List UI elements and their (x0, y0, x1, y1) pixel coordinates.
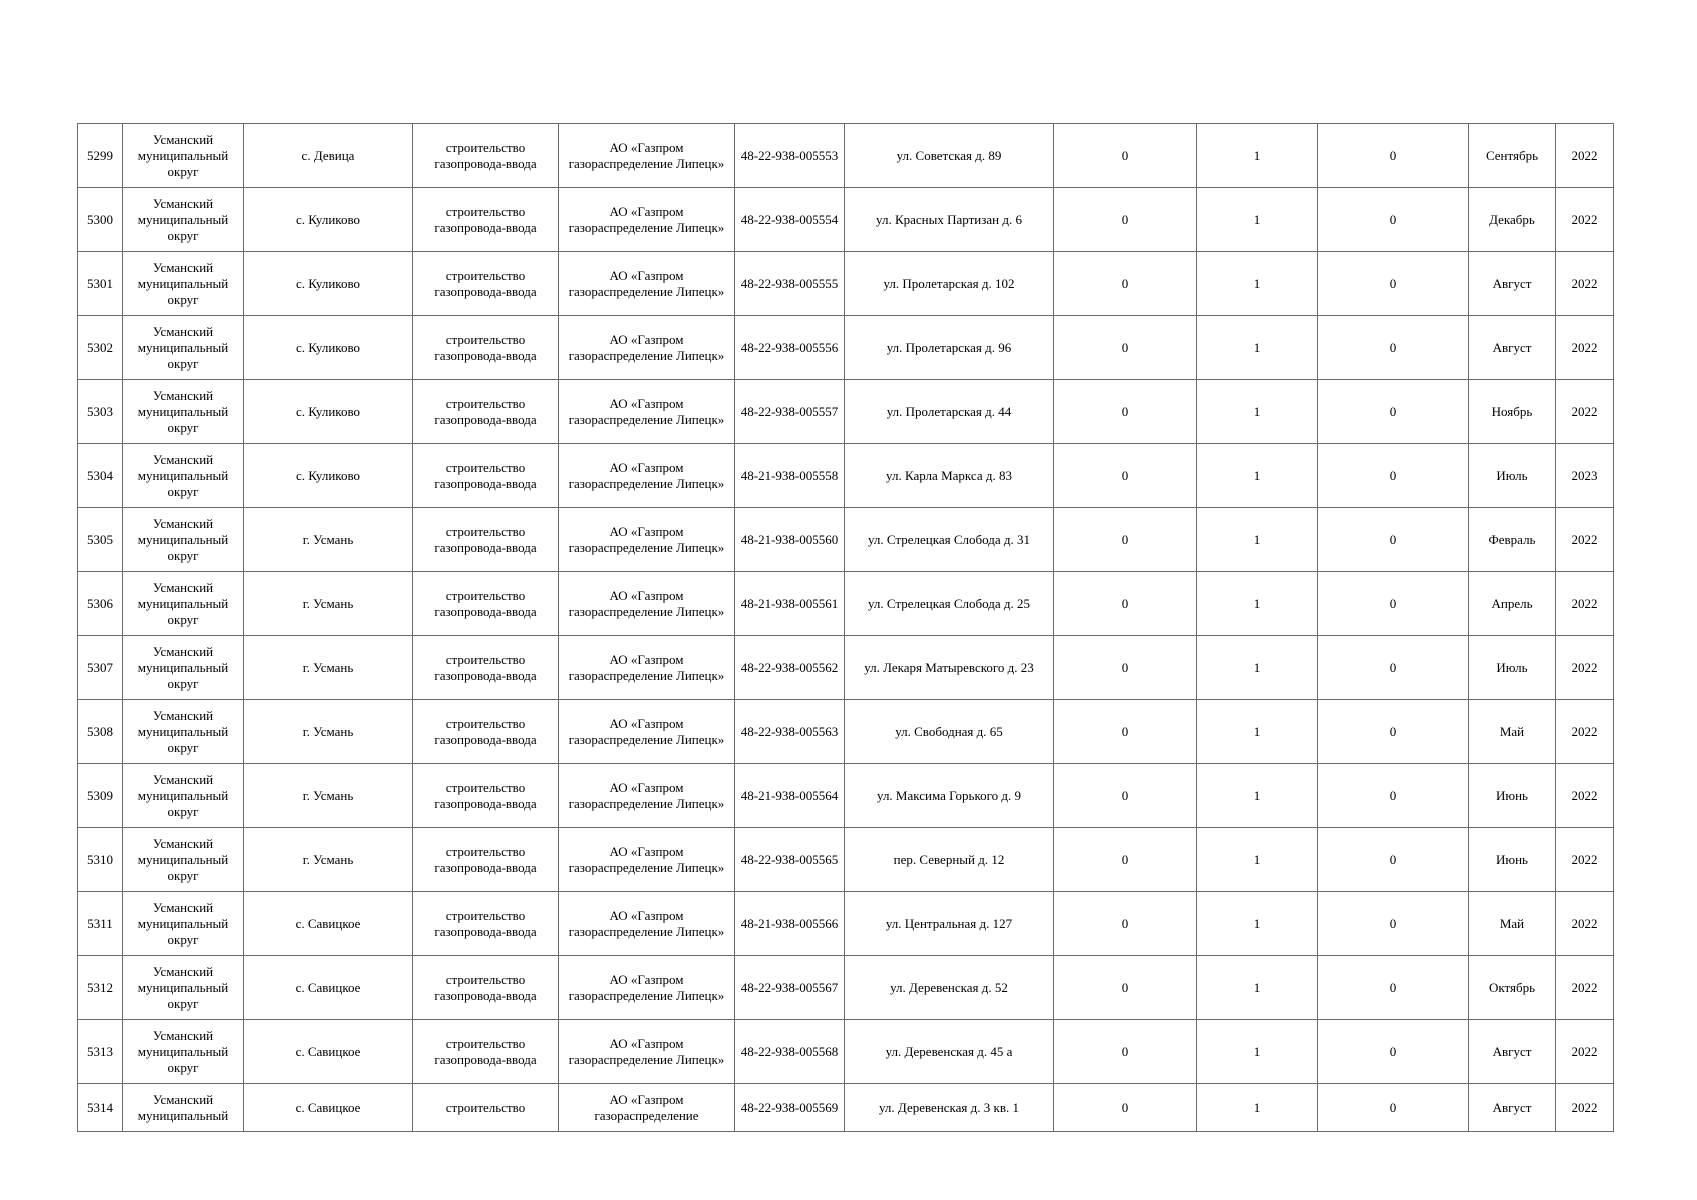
value-3-cell: 0 (1318, 1084, 1469, 1132)
row-number-cell: 5303 (78, 380, 123, 444)
code-cell: 48-22-938-005567 (735, 956, 845, 1020)
value-2-cell: 1 (1197, 764, 1318, 828)
code-cell: 48-22-938-005556 (735, 316, 845, 380)
locality-cell: г. Усмань (244, 828, 413, 892)
value-2-cell: 1 (1197, 316, 1318, 380)
table-row (78, 700, 1614, 764)
year-cell: 2022 (1556, 892, 1614, 956)
row-number-cell: 5314 (78, 1084, 123, 1132)
row-number-cell: 5308 (78, 700, 123, 764)
organization-cell: АО «Газпром газораспределение Липецк» (559, 636, 735, 700)
work-type-cell: строительство газопровода-ввода (413, 1020, 559, 1084)
row-number-cell: 5302 (78, 316, 123, 380)
table-row (78, 508, 1614, 572)
locality-cell: с. Савицкое (244, 1020, 413, 1084)
locality-cell: с. Куликово (244, 252, 413, 316)
work-type-cell: строительство газопровода-ввода (413, 188, 559, 252)
year-cell: 2022 (1556, 1020, 1614, 1084)
organization-cell: АО «Газпром газораспределение Липецк» (559, 252, 735, 316)
district-cell: Усманский муниципальный округ (123, 444, 244, 508)
month-cell: Октябрь (1469, 956, 1556, 1020)
value-1-cell: 0 (1054, 764, 1197, 828)
work-type-cell: строительство газопровода-ввода (413, 764, 559, 828)
value-1-cell: 0 (1054, 380, 1197, 444)
address-cell: ул. Максима Горького д. 9 (845, 764, 1054, 828)
locality-cell: г. Усмань (244, 508, 413, 572)
code-cell: 48-22-938-005568 (735, 1020, 845, 1084)
table-row (78, 380, 1614, 444)
table-row (78, 828, 1614, 892)
district-cell: Усманский муниципальный округ (123, 508, 244, 572)
value-2-cell: 1 (1197, 252, 1318, 316)
value-2-cell: 1 (1197, 700, 1318, 764)
code-cell: 48-21-938-005558 (735, 444, 845, 508)
row-number-cell: 5304 (78, 444, 123, 508)
month-cell: Август (1469, 1020, 1556, 1084)
year-cell: 2022 (1556, 188, 1614, 252)
locality-cell: с. Савицкое (244, 1084, 413, 1132)
value-1-cell: 0 (1054, 444, 1197, 508)
year-cell: 2022 (1556, 764, 1614, 828)
address-cell: ул. Стрелецкая Слобода д. 31 (845, 508, 1054, 572)
table-row (78, 764, 1614, 828)
value-3-cell: 0 (1318, 188, 1469, 252)
row-number-cell: 5300 (78, 188, 123, 252)
month-cell: Август (1469, 252, 1556, 316)
value-2-cell: 1 (1197, 1084, 1318, 1132)
locality-cell: с. Куликово (244, 444, 413, 508)
organization-cell: АО «Газпром газораспределение Липецк» (559, 316, 735, 380)
year-cell: 2022 (1556, 956, 1614, 1020)
district-cell: Усманский муниципальный округ (123, 636, 244, 700)
table-row (78, 956, 1614, 1020)
value-3-cell: 0 (1318, 764, 1469, 828)
district-cell: Усманский муниципальный округ (123, 124, 244, 188)
year-cell: 2023 (1556, 444, 1614, 508)
row-number-cell: 5310 (78, 828, 123, 892)
locality-cell: с. Куликово (244, 316, 413, 380)
address-cell: ул. Красных Партизан д. 6 (845, 188, 1054, 252)
address-cell: ул. Деревенская д. 45 а (845, 1020, 1054, 1084)
organization-cell: АО «Газпром газораспределение Липецк» (559, 380, 735, 444)
value-1-cell: 0 (1054, 508, 1197, 572)
value-3-cell: 0 (1318, 1020, 1469, 1084)
organization-cell: АО «Газпром газораспределение Липецк» (559, 1020, 735, 1084)
code-cell: 48-22-938-005562 (735, 636, 845, 700)
code-cell: 48-21-938-005564 (735, 764, 845, 828)
month-cell: Ноябрь (1469, 380, 1556, 444)
work-type-cell: строительство газопровода-ввода (413, 444, 559, 508)
year-cell: 2022 (1556, 636, 1614, 700)
month-cell: Сентябрь (1469, 124, 1556, 188)
value-3-cell: 0 (1318, 252, 1469, 316)
value-2-cell: 1 (1197, 444, 1318, 508)
address-cell: пер. Северный д. 12 (845, 828, 1054, 892)
address-cell: ул. Пролетарская д. 102 (845, 252, 1054, 316)
table-body (78, 124, 1614, 1132)
locality-cell: с. Куликово (244, 188, 413, 252)
work-type-cell: строительство газопровода-ввода (413, 956, 559, 1020)
value-1-cell: 0 (1054, 828, 1197, 892)
row-number-cell: 5306 (78, 572, 123, 636)
table-row (78, 892, 1614, 956)
table-row (78, 444, 1614, 508)
address-cell: ул. Карла Маркса д. 83 (845, 444, 1054, 508)
code-cell: 48-22-938-005565 (735, 828, 845, 892)
work-type-cell: строительство газопровода-ввода (413, 572, 559, 636)
value-2-cell: 1 (1197, 1020, 1318, 1084)
district-cell: Усманский муниципальный округ (123, 828, 244, 892)
value-2-cell: 1 (1197, 828, 1318, 892)
code-cell: 48-22-938-005553 (735, 124, 845, 188)
district-cell: Усманский муниципальный округ (123, 1020, 244, 1084)
code-cell: 48-21-938-005566 (735, 892, 845, 956)
organization-cell: АО «Газпром газораспределение Липецк» (559, 700, 735, 764)
value-3-cell: 0 (1318, 956, 1469, 1020)
value-3-cell: 0 (1318, 444, 1469, 508)
row-number-cell: 5312 (78, 956, 123, 1020)
year-cell: 2022 (1556, 828, 1614, 892)
year-cell: 2022 (1556, 252, 1614, 316)
organization-cell: АО «Газпром газораспределение Липецк» (559, 444, 735, 508)
address-cell: ул. Пролетарская д. 44 (845, 380, 1054, 444)
code-cell: 48-21-938-005561 (735, 572, 845, 636)
work-type-cell: строительство газопровода-ввода (413, 124, 559, 188)
objects-table (77, 123, 1614, 1132)
locality-cell: с. Куликово (244, 380, 413, 444)
table-row (78, 252, 1614, 316)
value-1-cell: 0 (1054, 892, 1197, 956)
district-cell: Усманский муниципальный округ (123, 380, 244, 444)
month-cell: Май (1469, 892, 1556, 956)
work-type-cell: строительство (413, 1084, 559, 1132)
table-row (78, 316, 1614, 380)
locality-cell: г. Усмань (244, 572, 413, 636)
address-cell: ул. Пролетарская д. 96 (845, 316, 1054, 380)
value-1-cell: 0 (1054, 316, 1197, 380)
table-row (78, 1084, 1614, 1132)
month-cell: Февраль (1469, 508, 1556, 572)
address-cell: ул. Советская д. 89 (845, 124, 1054, 188)
locality-cell: с. Девица (244, 124, 413, 188)
locality-cell: г. Усмань (244, 700, 413, 764)
month-cell: Май (1469, 700, 1556, 764)
code-cell: 48-21-938-005560 (735, 508, 845, 572)
work-type-cell: строительство газопровода-ввода (413, 636, 559, 700)
year-cell: 2022 (1556, 572, 1614, 636)
month-cell: Апрель (1469, 572, 1556, 636)
district-cell: Усманский муниципальный округ (123, 572, 244, 636)
address-cell: ул. Лекаря Матыревского д. 23 (845, 636, 1054, 700)
address-cell: ул. Деревенская д. 52 (845, 956, 1054, 1020)
value-1-cell: 0 (1054, 956, 1197, 1020)
value-2-cell: 1 (1197, 572, 1318, 636)
row-number-cell: 5299 (78, 124, 123, 188)
row-number-cell: 5313 (78, 1020, 123, 1084)
value-2-cell: 1 (1197, 508, 1318, 572)
value-2-cell: 1 (1197, 188, 1318, 252)
work-type-cell: строительство газопровода-ввода (413, 828, 559, 892)
work-type-cell: строительство газопровода-ввода (413, 892, 559, 956)
locality-cell: с. Савицкое (244, 892, 413, 956)
table-row (78, 572, 1614, 636)
value-3-cell: 0 (1318, 892, 1469, 956)
code-cell: 48-22-938-005557 (735, 380, 845, 444)
address-cell: ул. Центральная д. 127 (845, 892, 1054, 956)
row-number-cell: 5307 (78, 636, 123, 700)
work-type-cell: строительство газопровода-ввода (413, 380, 559, 444)
month-cell: Июль (1469, 444, 1556, 508)
district-cell: Усманский муниципальный округ (123, 700, 244, 764)
value-1-cell: 0 (1054, 1020, 1197, 1084)
address-cell: ул. Стрелецкая Слобода д. 25 (845, 572, 1054, 636)
month-cell: Август (1469, 316, 1556, 380)
address-cell: ул. Деревенская д. 3 кв. 1 (845, 1084, 1054, 1132)
value-3-cell: 0 (1318, 636, 1469, 700)
organization-cell: АО «Газпром газораспределение Липецк» (559, 828, 735, 892)
value-1-cell: 0 (1054, 124, 1197, 188)
row-number-cell: 5305 (78, 508, 123, 572)
row-number-cell: 5301 (78, 252, 123, 316)
row-number-cell: 5309 (78, 764, 123, 828)
locality-cell: с. Савицкое (244, 956, 413, 1020)
organization-cell: АО «Газпром газораспределение Липецк» (559, 892, 735, 956)
value-1-cell: 0 (1054, 572, 1197, 636)
work-type-cell: строительство газопровода-ввода (413, 252, 559, 316)
table-row (78, 188, 1614, 252)
district-cell: Усманский муниципальный (123, 1084, 244, 1132)
district-cell: Усманский муниципальный округ (123, 252, 244, 316)
year-cell: 2022 (1556, 124, 1614, 188)
address-cell: ул. Свободная д. 65 (845, 700, 1054, 764)
locality-cell: г. Усмань (244, 636, 413, 700)
year-cell: 2022 (1556, 380, 1614, 444)
value-1-cell: 0 (1054, 700, 1197, 764)
value-1-cell: 0 (1054, 636, 1197, 700)
month-cell: Июнь (1469, 828, 1556, 892)
value-1-cell: 0 (1054, 188, 1197, 252)
code-cell: 48-22-938-005555 (735, 252, 845, 316)
locality-cell: г. Усмань (244, 764, 413, 828)
value-3-cell: 0 (1318, 508, 1469, 572)
table-row (78, 124, 1614, 188)
year-cell: 2022 (1556, 700, 1614, 764)
organization-cell: АО «Газпром газораспределение Липецк» (559, 508, 735, 572)
month-cell: Июнь (1469, 764, 1556, 828)
district-cell: Усманский муниципальный округ (123, 892, 244, 956)
value-3-cell: 0 (1318, 572, 1469, 636)
district-cell: Усманский муниципальный округ (123, 316, 244, 380)
value-2-cell: 1 (1197, 892, 1318, 956)
value-3-cell: 0 (1318, 316, 1469, 380)
value-1-cell: 0 (1054, 252, 1197, 316)
year-cell: 2022 (1556, 316, 1614, 380)
district-cell: Усманский муниципальный округ (123, 188, 244, 252)
district-cell: Усманский муниципальный округ (123, 764, 244, 828)
year-cell: 2022 (1556, 508, 1614, 572)
code-cell: 48-22-938-005554 (735, 188, 845, 252)
organization-cell: АО «Газпром газораспределение Липецк» (559, 764, 735, 828)
value-2-cell: 1 (1197, 636, 1318, 700)
value-2-cell: 1 (1197, 124, 1318, 188)
organization-cell: АО «Газпром газораспределение Липецк» (559, 124, 735, 188)
work-type-cell: строительство газопровода-ввода (413, 316, 559, 380)
value-3-cell: 0 (1318, 700, 1469, 764)
year-cell: 2022 (1556, 1084, 1614, 1132)
value-1-cell: 0 (1054, 1084, 1197, 1132)
table-row (78, 1020, 1614, 1084)
district-cell: Усманский муниципальный округ (123, 956, 244, 1020)
organization-cell: АО «Газпром газораспределение Липецк» (559, 188, 735, 252)
row-number-cell: 5311 (78, 892, 123, 956)
value-3-cell: 0 (1318, 380, 1469, 444)
code-cell: 48-22-938-005569 (735, 1084, 845, 1132)
table-row (78, 636, 1614, 700)
organization-cell: АО «Газпром газораспределение (559, 1084, 735, 1132)
organization-cell: АО «Газпром газораспределение Липецк» (559, 572, 735, 636)
month-cell: Июль (1469, 636, 1556, 700)
value-3-cell: 0 (1318, 828, 1469, 892)
value-2-cell: 1 (1197, 380, 1318, 444)
code-cell: 48-22-938-005563 (735, 700, 845, 764)
month-cell: Август (1469, 1084, 1556, 1132)
value-3-cell: 0 (1318, 124, 1469, 188)
work-type-cell: строительство газопровода-ввода (413, 700, 559, 764)
month-cell: Декабрь (1469, 188, 1556, 252)
work-type-cell: строительство газопровода-ввода (413, 508, 559, 572)
organization-cell: АО «Газпром газораспределение Липецк» (559, 956, 735, 1020)
value-2-cell: 1 (1197, 956, 1318, 1020)
